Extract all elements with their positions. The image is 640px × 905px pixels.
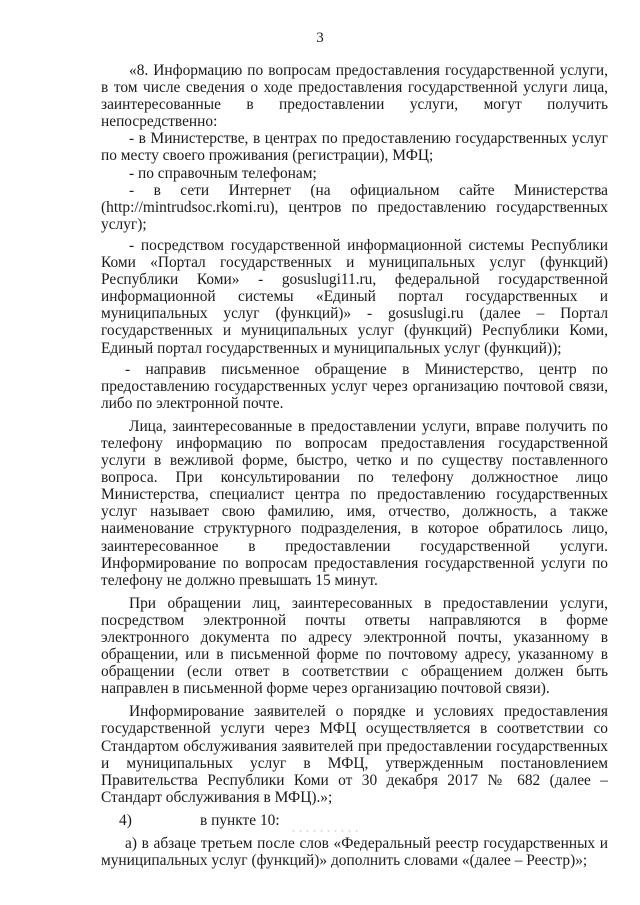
sub-item-number: 4): [119, 811, 132, 829]
paragraph-email: При обращении лиц, заинтересованных в предоставлении услуги, посредством электронной почты ответы направляются в форме электронного документа по адресу электронной почты, указанному в обращении, или в письменной форме по почтовому адресу, указанному в обращении (если ответ в соответствии с обращением должен быть направлен в письменной форме через организацию почтовой связи).: [101, 594, 608, 698]
list-item-internet: - в сети Интернет (на официальном сайте Министерства (http://mintrudsoc.rkomi.ru), центров по предоставлению государственных услуг);: [101, 181, 608, 233]
paragraph-intro: «8. Информацию по вопросам предоставления государственной услуги, в том числе сведения о ходе предоставления государственной услуги лица, заинтересованные в предоставлении услуги, могут получить непосредственно:: [101, 62, 608, 131]
list-item-ministry: - в Министерстве, в центрах по предоставлению государственных услуг по месту своего проживания (регистрации), МФЦ;: [101, 130, 608, 165]
paragraph-amendment-a: а) в абзаце третьем после слов «Федеральный реестр государственных и муниципальных услуг (функций)» дополнить словами «(далее – Реестр)»;: [101, 835, 608, 870]
document-body: [101, 62, 608, 869]
sub-item-4: [101, 812, 608, 829]
list-item-phone: - по справочным телефонам;: [129, 164, 317, 182]
list-item-portal: - посредством государственной информационной системы Республики Коми «Портал государственных и муниципальных услуг (функций) Республики Коми» - gosuslugi11.ru, федеральной государственной информационной системы «Единый портал государственных и муниципальных услуг (функций)» - gosuslugi.ru (далее – Портал государственных и муниципальных услуг (функций) Республики Коми, Единый портал государственных и муниципальных услуг (функций));: [101, 236, 608, 357]
list-item-mail: - направив письменное обращение в Министерство, центр по предоставлению государственных услуг через организацию почтовой связи, либо по электронной почте.: [101, 360, 608, 412]
paragraph-mfc: Информирование заявителей о порядке и условиях предоставления государственной услуги через МФЦ осуществляется в соответствии со Стандартом обслуживания заявителей при предоставлении государственных и муниципальных услуг в МФЦ, утвержденным постановлением Правительства Республики Коми от 30 декабря 2017 № 682 (далее – Стандарт обслуживания в МФЦ).»;: [101, 703, 608, 806]
page-number: 3: [316, 30, 324, 46]
scan-artifact: [290, 828, 360, 834]
paragraph-phone-consult: Лица, заинтересованные в предоставлении услуги, вправе получить по телефону информацию по вопросам предоставления государственной услуги в вежливой форме, быстро, четко и по существу поставленного вопроса. При консультировании по телефону должностное лицо Министерства, специалист центра по предоставлению государственных услуг называет свою фамилию, имя, отчество, должность, а также наименование структурного подразделения, в которое обратилось лицо, заинтересованное в предоставлении государственной услуги. Информирование по вопросам предоставления государственной услуги по телефону не должно превышать 15 минут.: [101, 417, 608, 589]
sub-item-text: в пункте 10:: [200, 811, 280, 829]
